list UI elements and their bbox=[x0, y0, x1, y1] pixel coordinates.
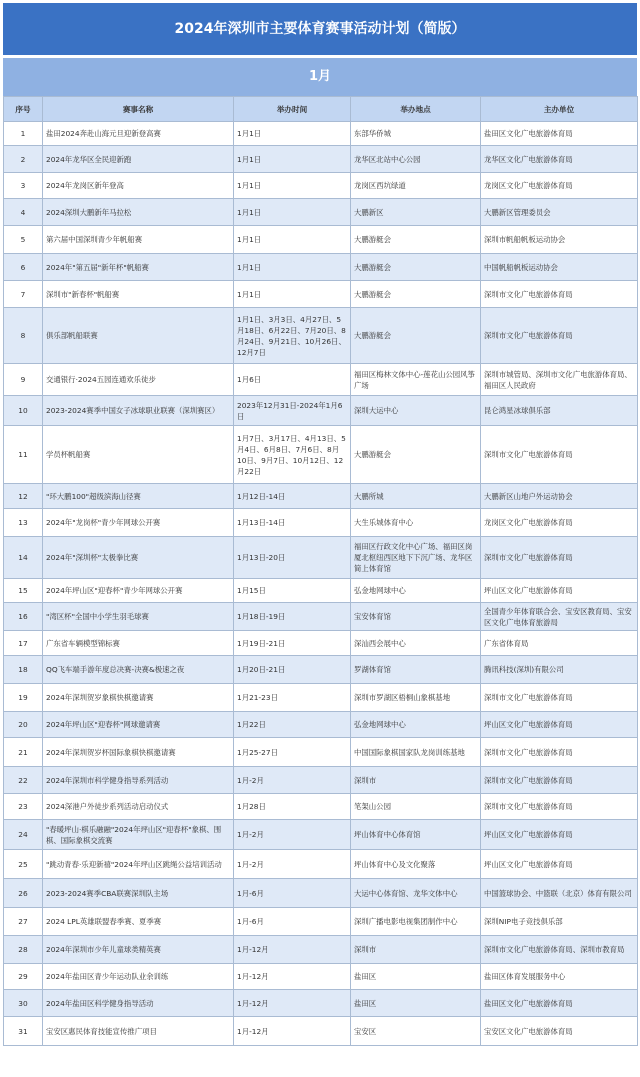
row-name: 2024年盐田区科学健身指导活动 bbox=[43, 990, 234, 1017]
row-name: "春暖坪山·棋乐融融"2024年坪山区"迎春杯"象棋、围棋、国际象棋交流赛 bbox=[43, 820, 234, 850]
row-place: 大鹏游艇会 bbox=[351, 426, 481, 484]
row-host: 深圳NIP电子竞技俱乐部 bbox=[481, 908, 638, 936]
table-row bbox=[4, 684, 638, 712]
row-host: 大鹏新区管理委员会 bbox=[481, 199, 638, 226]
row-time: 1月-6月 bbox=[234, 879, 351, 908]
row-host: 广东省体育局 bbox=[481, 631, 638, 656]
row-time: 1月-2月 bbox=[234, 767, 351, 794]
row-time: 1月15日 bbox=[234, 579, 351, 603]
row-place: 龙岗区西坑绿道 bbox=[351, 173, 481, 199]
row-name: 第六届中国深圳青少年帆船赛 bbox=[43, 226, 234, 254]
row-place: 罗湖体育馆 bbox=[351, 656, 481, 684]
row-no: 27 bbox=[4, 908, 43, 936]
row-place: 大鹏新区 bbox=[351, 199, 481, 226]
row-host: 坪山区文化广电旅游体育局 bbox=[481, 579, 638, 603]
row-time: 1月1日 bbox=[234, 281, 351, 308]
row-no: 15 bbox=[4, 579, 43, 603]
row-place: 大生乐城体育中心 bbox=[351, 509, 481, 537]
table-row bbox=[4, 631, 638, 656]
row-name: 俱乐部帆船联赛 bbox=[43, 308, 234, 364]
row-time: 1月6日 bbox=[234, 364, 351, 396]
row-no: 6 bbox=[4, 254, 43, 281]
row-name: 2024年坪山区"迎春杯"青少年网球公开赛 bbox=[43, 579, 234, 603]
row-name: 2024年深圳贺岁杯国际象棋快棋邀请赛 bbox=[43, 738, 234, 767]
events-table bbox=[3, 96, 638, 1046]
table-row bbox=[4, 738, 638, 767]
row-host: 坪山区文化广电旅游体育局 bbox=[481, 712, 638, 738]
row-no: 25 bbox=[4, 850, 43, 879]
row-place: 深圳广播电影电视集团制作中心 bbox=[351, 908, 481, 936]
table-row bbox=[4, 1017, 638, 1046]
row-time: 1月28日 bbox=[234, 794, 351, 820]
row-no: 19 bbox=[4, 684, 43, 712]
row-place: 弘金地网球中心 bbox=[351, 579, 481, 603]
row-name: QQ飞车端手游年度总决赛-决赛&极速之夜 bbox=[43, 656, 234, 684]
table-row bbox=[4, 199, 638, 226]
row-host: 全国青少年体育联合会、宝安区教育局、宝安区文化广电体育旅游局 bbox=[481, 603, 638, 631]
row-time: 1月1日 bbox=[234, 122, 351, 146]
row-place: 深汕西会展中心 bbox=[351, 631, 481, 656]
row-time: 1月13日-20日 bbox=[234, 537, 351, 579]
row-no: 10 bbox=[4, 396, 43, 426]
row-name: 2024深圳大鹏新年马拉松 bbox=[43, 199, 234, 226]
row-name: 广东省车辆模型锦标赛 bbox=[43, 631, 234, 656]
table-row bbox=[4, 396, 638, 426]
row-name: 2024 LPL英雄联盟春季赛、夏季赛 bbox=[43, 908, 234, 936]
table-row bbox=[4, 990, 638, 1017]
row-name: 2024深港户外徒步系列活动启动仪式 bbox=[43, 794, 234, 820]
row-no: 30 bbox=[4, 990, 43, 1017]
row-time: 1月22日 bbox=[234, 712, 351, 738]
col-header-host: 主办单位 bbox=[481, 97, 638, 122]
row-place: 大鹏所城 bbox=[351, 484, 481, 509]
row-host: 龙华区文化广电旅游体育局 bbox=[481, 146, 638, 173]
row-time: 1月18日-19日 bbox=[234, 603, 351, 631]
row-place: 中国国际象棋国家队龙岗训练基地 bbox=[351, 738, 481, 767]
row-host: 昆仑鸿星冰球俱乐部 bbox=[481, 396, 638, 426]
row-no: 22 bbox=[4, 767, 43, 794]
row-place: 盐田区 bbox=[351, 990, 481, 1017]
row-host: 腾讯科技(深圳)有限公司 bbox=[481, 656, 638, 684]
table-row bbox=[4, 146, 638, 173]
row-host: 深圳市文化广电旅游体育局 bbox=[481, 738, 638, 767]
row-host: 深圳市文化广电旅游体育局 bbox=[481, 537, 638, 579]
row-name: 2024年深圳贺岁象棋快棋邀请赛 bbox=[43, 684, 234, 712]
row-no: 23 bbox=[4, 794, 43, 820]
row-no: 26 bbox=[4, 879, 43, 908]
col-header-no: 序号 bbox=[4, 97, 43, 122]
row-no: 20 bbox=[4, 712, 43, 738]
row-name: 2024年深圳市科学健身指导系列活动 bbox=[43, 767, 234, 794]
row-name: 2023-2024赛季CBA联赛深圳队主场 bbox=[43, 879, 234, 908]
table-row bbox=[4, 850, 638, 879]
table-row bbox=[4, 908, 638, 936]
row-time: 1月1日 bbox=[234, 173, 351, 199]
table-row bbox=[4, 656, 638, 684]
row-place: 大鹏游艇会 bbox=[351, 308, 481, 364]
row-no: 8 bbox=[4, 308, 43, 364]
row-name: 2024年坪山区"迎春杯"网球邀请赛 bbox=[43, 712, 234, 738]
row-host: 坪山区文化广电旅游体育局 bbox=[481, 820, 638, 850]
table-row bbox=[4, 122, 638, 146]
row-no: 7 bbox=[4, 281, 43, 308]
row-place: 坪山体育中心体育馆 bbox=[351, 820, 481, 850]
row-name: 2023-2024赛季中国女子冰球职业联赛（深圳赛区） bbox=[43, 396, 234, 426]
row-time: 1月1日、3月3日、4月27日、5月18日、6月22日、7月20日、8月24日、9月21日、10月26日、12月7日 bbox=[234, 308, 351, 364]
row-place: 大鹏游艇会 bbox=[351, 254, 481, 281]
table-row bbox=[4, 712, 638, 738]
row-no: 9 bbox=[4, 364, 43, 396]
table-row bbox=[4, 281, 638, 308]
row-place: 福田区梅林文体中心-莲花山公园风筝广场 bbox=[351, 364, 481, 396]
table-row bbox=[4, 820, 638, 850]
row-name: 2024年龙华区全民迎新跑 bbox=[43, 146, 234, 173]
row-time: 1月-2月 bbox=[234, 850, 351, 879]
row-name: 2024年"深圳杯"太极拳比赛 bbox=[43, 537, 234, 579]
row-time: 1月1日 bbox=[234, 254, 351, 281]
table-row bbox=[4, 579, 638, 603]
table-header-row bbox=[4, 97, 638, 122]
row-no: 28 bbox=[4, 936, 43, 964]
table-row bbox=[4, 767, 638, 794]
col-header-place: 举办地点 bbox=[351, 97, 481, 122]
row-time: 1月-6月 bbox=[234, 908, 351, 936]
row-place: 深圳市 bbox=[351, 767, 481, 794]
table-row bbox=[4, 254, 638, 281]
row-host: 深圳市文化广电旅游体育局 bbox=[481, 308, 638, 364]
row-time: 1月1日 bbox=[234, 199, 351, 226]
col-header-name: 赛事名称 bbox=[43, 97, 234, 122]
table-row bbox=[4, 537, 638, 579]
row-host: 坪山区文化广电旅游体育局 bbox=[481, 850, 638, 879]
table-row bbox=[4, 879, 638, 908]
row-time: 1月12日-14日 bbox=[234, 484, 351, 509]
row-host: 中国篮球协会、中篮联（北京）体育有限公司 bbox=[481, 879, 638, 908]
row-name: 2024年龙岗区新年登高 bbox=[43, 173, 234, 199]
row-host: 深圳市城管局、深圳市文化广电旅游体育局、福田区人民政府 bbox=[481, 364, 638, 396]
row-place: 大鹏游艇会 bbox=[351, 226, 481, 254]
row-host: 深圳市帆船帆板运动协会 bbox=[481, 226, 638, 254]
table-row bbox=[4, 603, 638, 631]
row-name: 2024年深圳市少年儿童球类精英赛 bbox=[43, 936, 234, 964]
row-no: 13 bbox=[4, 509, 43, 537]
row-time: 1月7日、3月17日、4月13日、5月4日、6月8日、7月6日、8月10日、9月7日、10月12日、12月22日 bbox=[234, 426, 351, 484]
row-place: 福田区行政文化中心广场、福田区岗厦北枢纽西区地下下沉广场、龙华区简上体育馆 bbox=[351, 537, 481, 579]
row-no: 11 bbox=[4, 426, 43, 484]
row-name: 学员杯帆船赛 bbox=[43, 426, 234, 484]
row-no: 21 bbox=[4, 738, 43, 767]
row-no: 1 bbox=[4, 122, 43, 146]
row-no: 31 bbox=[4, 1017, 43, 1046]
row-time: 1月19日-21日 bbox=[234, 631, 351, 656]
month-banner: 1月 bbox=[3, 58, 637, 96]
row-no: 17 bbox=[4, 631, 43, 656]
table-row bbox=[4, 509, 638, 537]
table-row bbox=[4, 308, 638, 364]
row-no: 14 bbox=[4, 537, 43, 579]
row-host: 中国帆船帆板运动协会 bbox=[481, 254, 638, 281]
table-row bbox=[4, 964, 638, 990]
row-host: 盐田区文化广电旅游体育局 bbox=[481, 990, 638, 1017]
row-place: 深圳大运中心 bbox=[351, 396, 481, 426]
table-row bbox=[4, 173, 638, 199]
row-host: 宝安区文化广电旅游体育局 bbox=[481, 1017, 638, 1046]
row-name: 深圳市"新春杯"帆船赛 bbox=[43, 281, 234, 308]
row-name: 2024年"龙岗杯"青少年网球公开赛 bbox=[43, 509, 234, 537]
row-time: 1月1日 bbox=[234, 146, 351, 173]
table-row bbox=[4, 426, 638, 484]
row-place: 大运中心体育馆、龙华文体中心 bbox=[351, 879, 481, 908]
row-name: 交通银行·2024五园连通欢乐徒步 bbox=[43, 364, 234, 396]
row-time: 1月13日-14日 bbox=[234, 509, 351, 537]
row-host: 盐田区文化广电旅游体育局 bbox=[481, 122, 638, 146]
row-no: 5 bbox=[4, 226, 43, 254]
table-row bbox=[4, 936, 638, 964]
row-host: 深圳市文化广电旅游体育局、深圳市教育局 bbox=[481, 936, 638, 964]
row-host: 深圳市文化广电旅游体育局 bbox=[481, 794, 638, 820]
row-time: 1月-12月 bbox=[234, 936, 351, 964]
table-body bbox=[4, 122, 638, 1046]
row-no: 16 bbox=[4, 603, 43, 631]
row-place: 笔架山公园 bbox=[351, 794, 481, 820]
row-place: 大鹏游艇会 bbox=[351, 281, 481, 308]
table-row bbox=[4, 484, 638, 509]
row-no: 24 bbox=[4, 820, 43, 850]
row-host: 深圳市文化广电旅游体育局 bbox=[481, 426, 638, 484]
row-place: 盐田区 bbox=[351, 964, 481, 990]
table-row bbox=[4, 364, 638, 396]
row-host: 深圳市文化广电旅游体育局 bbox=[481, 767, 638, 794]
row-host: 深圳市文化广电旅游体育局 bbox=[481, 281, 638, 308]
row-place: 深圳市罗湖区梧桐山象棋基地 bbox=[351, 684, 481, 712]
row-time: 1月-2月 bbox=[234, 820, 351, 850]
row-host: 大鹏新区山地户外运动协会 bbox=[481, 484, 638, 509]
row-name: "跳动青春·乐迎新禧"2024年坪山区跳绳公益培训活动 bbox=[43, 850, 234, 879]
row-host: 龙岗区文化广电旅游体育局 bbox=[481, 173, 638, 199]
row-place: 深圳市 bbox=[351, 936, 481, 964]
row-host: 深圳市文化广电旅游体育局 bbox=[481, 684, 638, 712]
row-place: 宝安区 bbox=[351, 1017, 481, 1046]
table-row bbox=[4, 794, 638, 820]
row-time: 1月25-27日 bbox=[234, 738, 351, 767]
col-header-time: 举办时间 bbox=[234, 97, 351, 122]
row-place: 宝安体育馆 bbox=[351, 603, 481, 631]
row-host: 盐田区体育发展服务中心 bbox=[481, 964, 638, 990]
row-name: 宝安区惠民体育技能宣传推广项目 bbox=[43, 1017, 234, 1046]
row-no: 29 bbox=[4, 964, 43, 990]
table-row bbox=[4, 226, 638, 254]
row-time: 1月21-23日 bbox=[234, 684, 351, 712]
row-place: 东部华侨城 bbox=[351, 122, 481, 146]
row-time: 1月-12月 bbox=[234, 964, 351, 990]
row-no: 18 bbox=[4, 656, 43, 684]
row-time: 1月-12月 bbox=[234, 1017, 351, 1046]
row-no: 2 bbox=[4, 146, 43, 173]
row-name: 盐田2024奔赴山海元旦迎新登高赛 bbox=[43, 122, 234, 146]
row-no: 3 bbox=[4, 173, 43, 199]
row-no: 4 bbox=[4, 199, 43, 226]
row-name: "湾区杯"全国中小学生羽毛球赛 bbox=[43, 603, 234, 631]
schedule-sheet bbox=[3, 3, 637, 1046]
row-time: 1月-12月 bbox=[234, 990, 351, 1017]
row-time: 1月20日-21日 bbox=[234, 656, 351, 684]
row-no: 12 bbox=[4, 484, 43, 509]
row-place: 坪山体育中心及文化聚落 bbox=[351, 850, 481, 879]
row-place: 弘金地网球中心 bbox=[351, 712, 481, 738]
row-name: "环大鹏100"超级滨海山径赛 bbox=[43, 484, 234, 509]
row-time: 1月1日 bbox=[234, 226, 351, 254]
row-name: 2024年盐田区青少年运动队业余训练 bbox=[43, 964, 234, 990]
row-time: 2023年12月31日-2024年1月6日 bbox=[234, 396, 351, 426]
page-title: 2024年深圳市主要体育赛事活动计划（简版） bbox=[3, 3, 637, 55]
row-name: 2024年"第五届"新年杯"帆船赛 bbox=[43, 254, 234, 281]
row-place: 龙华区北站中心公园 bbox=[351, 146, 481, 173]
row-host: 龙岗区文化广电旅游体育局 bbox=[481, 509, 638, 537]
